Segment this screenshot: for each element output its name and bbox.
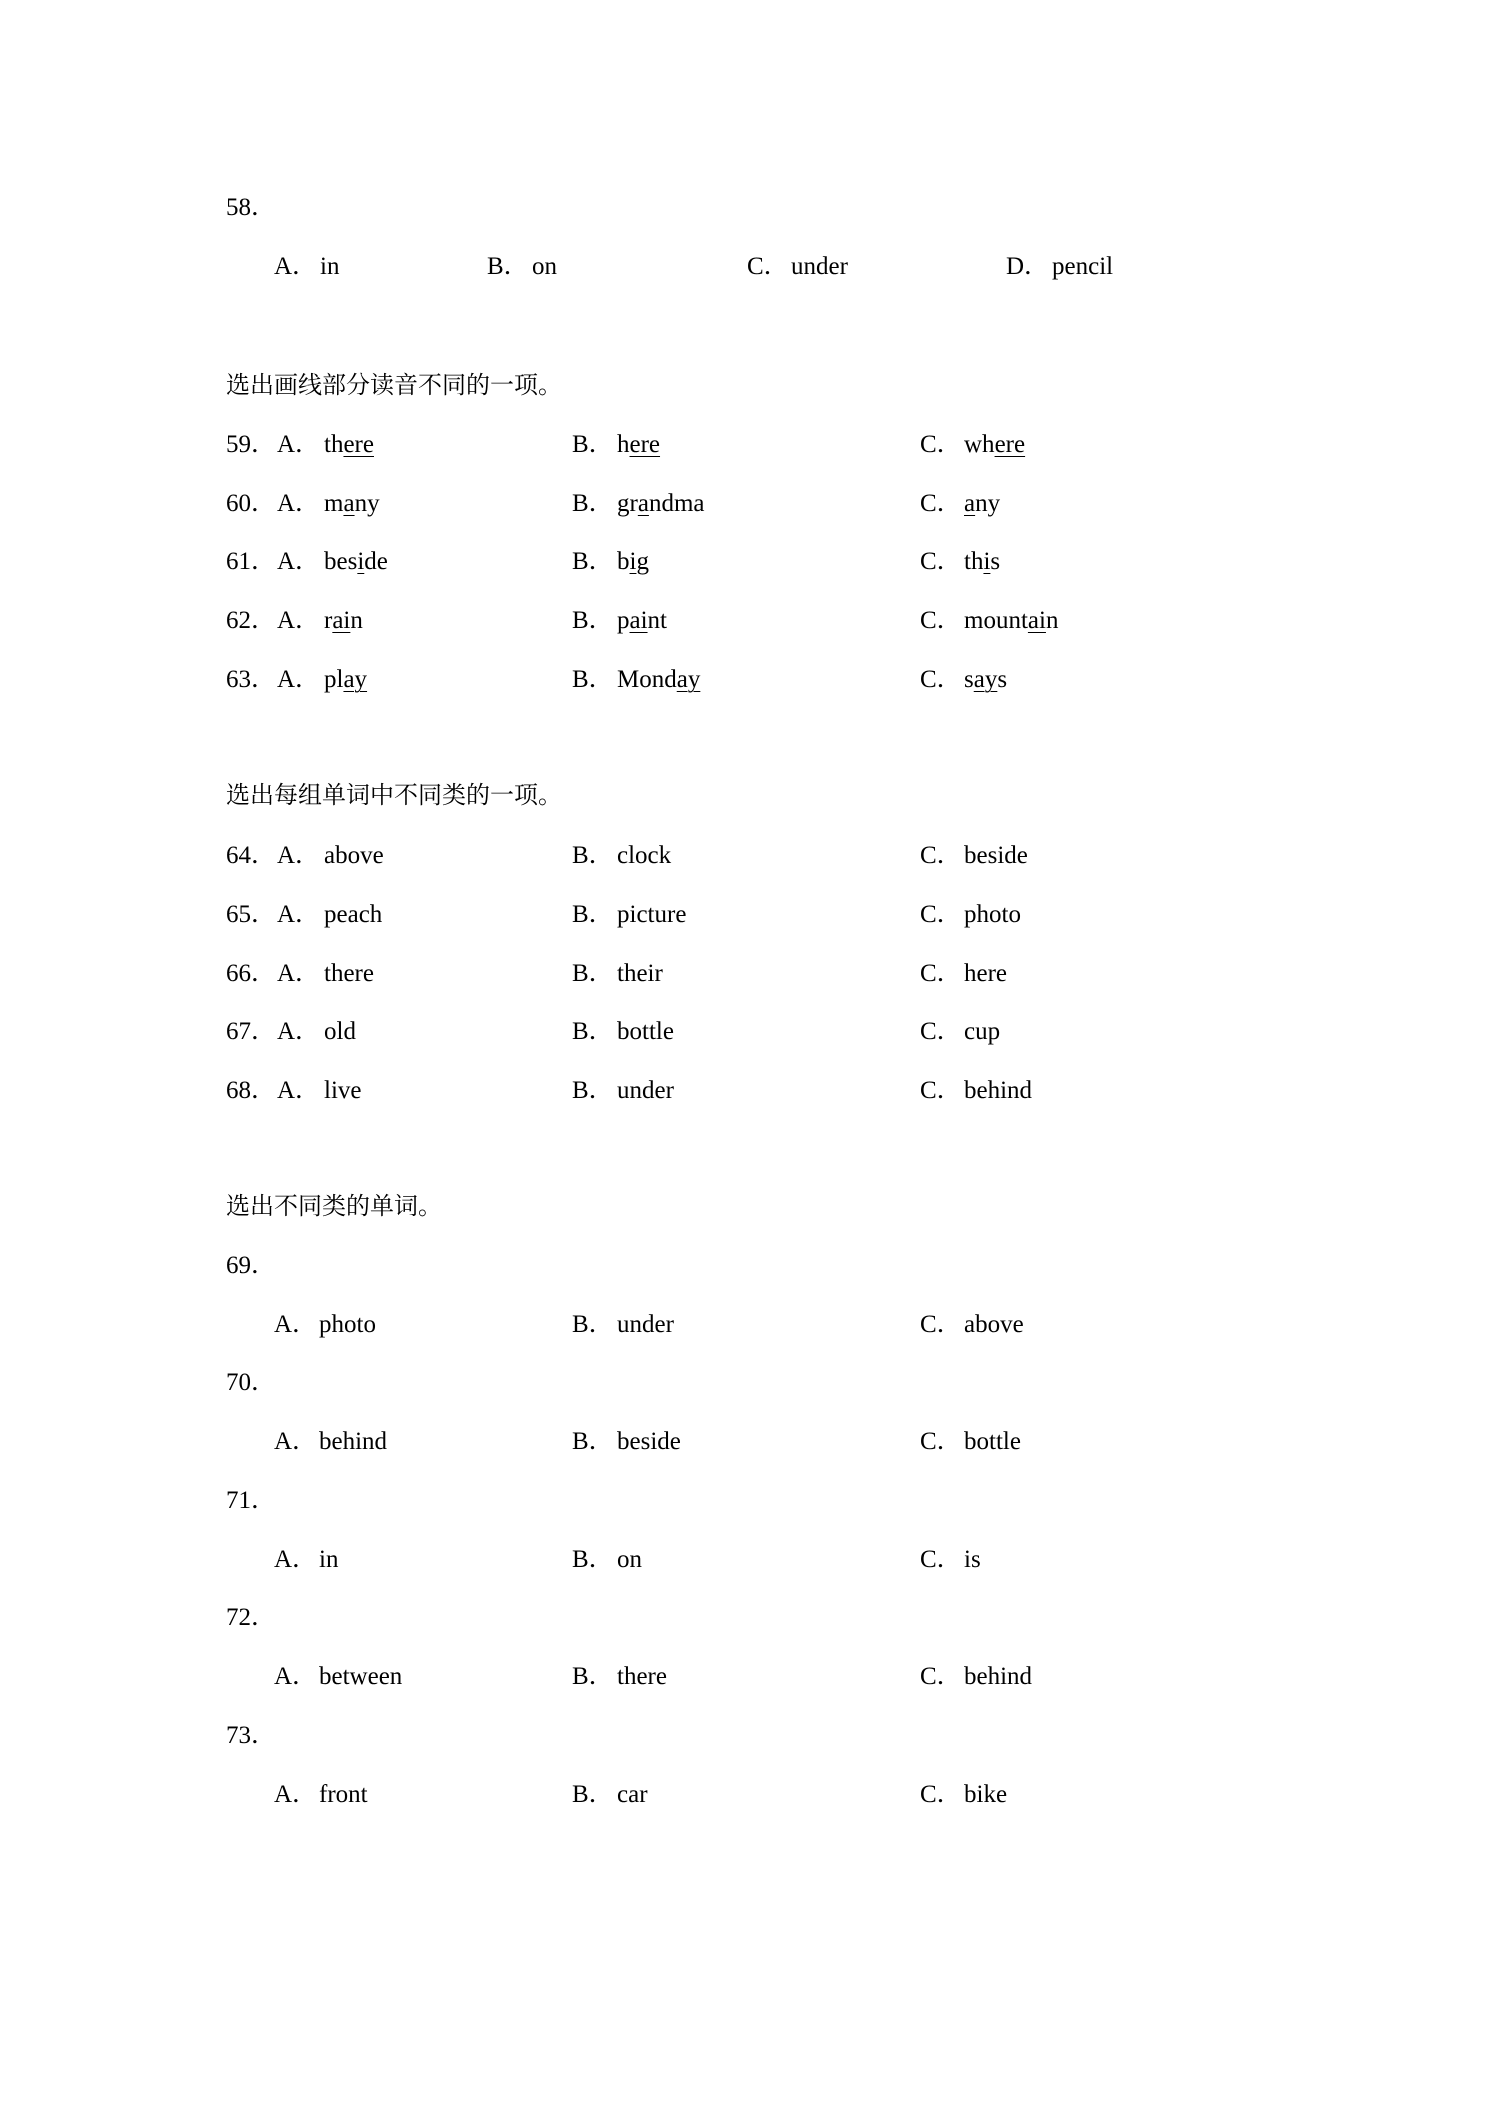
question-64 [0, 839, 1488, 873]
question-71-options [0, 1543, 1488, 1577]
option-label-b: B． [572, 1018, 614, 1045]
option-a[interactable]: behind [319, 1428, 388, 1455]
option-c[interactable]: bike [964, 1781, 1008, 1808]
underlined-part: ay [343, 666, 368, 693]
option-label-b: B． [572, 548, 614, 575]
option-a[interactable] [274, 250, 340, 284]
question-number: 60． [226, 490, 277, 517]
underlined-part: a [343, 490, 355, 517]
option-c[interactable] [964, 487, 1000, 521]
underlined-part: ai [629, 607, 648, 634]
option-label-a: A． [277, 1018, 321, 1045]
option-label-c: C． [920, 842, 962, 869]
option-label-a: A． [277, 666, 321, 693]
underlined-part: i [629, 548, 637, 575]
option-a[interactable]: in [319, 1546, 339, 1573]
question-69 [0, 1249, 1488, 1283]
option-label: C． [747, 253, 789, 280]
word-part: Mond [617, 666, 677, 693]
question-69-options [0, 1308, 1488, 1342]
option-c[interactable]: here [964, 960, 1008, 987]
phonics-instruction [0, 368, 1488, 402]
word-part: n [1045, 607, 1059, 634]
option-label-c: C． [920, 960, 962, 987]
option-label-a: A． [277, 1077, 321, 1104]
question-71 [0, 1484, 1488, 1518]
underlined-part: a [964, 490, 976, 517]
option-c[interactable] [747, 250, 848, 284]
option-label-a: A． [277, 901, 321, 928]
question-number: 71． [226, 1487, 277, 1514]
option-label-b: B． [572, 1311, 614, 1338]
option-text: pencil [1052, 253, 1114, 280]
option-c[interactable] [964, 663, 1007, 697]
option-a[interactable]: front [319, 1781, 368, 1808]
option-b[interactable]: under [617, 1311, 674, 1338]
option-label-a: A． [274, 1663, 318, 1690]
underlined-part: a [637, 490, 649, 517]
option-b[interactable] [617, 487, 704, 521]
word-part: m [324, 490, 344, 517]
section-instruction: 选出不同类的单词。 [226, 1192, 442, 1220]
underlined-part: ere [343, 431, 374, 458]
question-70 [0, 1366, 1488, 1400]
option-label-b: B． [572, 1663, 614, 1690]
question-61 [0, 545, 1488, 579]
question-58 [0, 191, 1488, 225]
question-number: 63． [226, 666, 277, 693]
option-b[interactable]: under [617, 1077, 674, 1104]
word-part: gr [617, 490, 638, 517]
underlined-part: ay [676, 666, 701, 693]
underlined-part: i [357, 548, 365, 575]
question-66 [0, 957, 1488, 991]
option-label-c: C． [920, 1018, 962, 1045]
question-number: 70． [226, 1369, 277, 1396]
option-label-c: C． [920, 490, 962, 517]
option-label-b: B． [572, 960, 614, 987]
option-label-b: B． [572, 666, 614, 693]
option-b[interactable] [487, 250, 557, 284]
option-a[interactable]: between [319, 1663, 403, 1690]
option-a[interactable]: old [324, 1018, 356, 1045]
question-62 [0, 604, 1488, 638]
option-label-c: C． [920, 1428, 962, 1455]
category-instruction [0, 778, 1488, 812]
question-number: 69． [226, 1252, 277, 1279]
option-label: D． [1006, 253, 1050, 280]
option-text: on [532, 253, 557, 280]
option-label-a: A． [274, 1428, 318, 1455]
word-part: ny [975, 490, 1001, 517]
option-c[interactable] [964, 545, 1000, 579]
word-part: th [964, 548, 984, 575]
option-c[interactable]: photo [964, 901, 1021, 928]
word-part: s [997, 666, 1008, 693]
word-part: ndma [648, 490, 705, 517]
word-part: b [617, 548, 630, 575]
option-a[interactable]: there [324, 960, 374, 987]
option-a[interactable]: above [324, 842, 384, 869]
option-c[interactable] [964, 604, 1058, 638]
question-73 [0, 1719, 1488, 1753]
option-label-c: C． [920, 901, 962, 928]
option-label-c: C． [920, 1311, 962, 1338]
question-63 [0, 663, 1488, 697]
option-text: in [320, 253, 340, 280]
question-72 [0, 1601, 1488, 1635]
option-label-a: A． [277, 490, 321, 517]
word-part: pl [324, 666, 344, 693]
option-label-b: B． [572, 1546, 614, 1573]
question-number: 67． [226, 1018, 277, 1045]
word-part: s [990, 548, 1001, 575]
word-part: de [364, 548, 388, 575]
question-number: 59． [226, 431, 277, 458]
option-b[interactable]: car [617, 1781, 648, 1808]
word-part: g [636, 548, 649, 575]
question-number: 64． [226, 842, 277, 869]
option-b[interactable]: beside [617, 1428, 681, 1455]
option-label-c: C． [920, 1546, 962, 1573]
underlined-part: ai [332, 607, 351, 634]
option-c[interactable]: cup [964, 1018, 1001, 1045]
option-b[interactable]: on [617, 1546, 642, 1573]
option-a[interactable] [324, 428, 374, 462]
option-c[interactable]: behind [964, 1663, 1033, 1690]
option-label-b: B． [572, 901, 614, 928]
question-number: 58． [226, 194, 277, 221]
underlined-part: ay [973, 666, 998, 693]
word-part: p [617, 607, 630, 634]
option-d[interactable] [1006, 250, 1114, 284]
option-label-c: C． [920, 1663, 962, 1690]
word-part: r [324, 607, 333, 634]
option-label-b: B． [572, 842, 614, 869]
option-label-a: A． [277, 431, 321, 458]
option-c[interactable]: bottle [964, 1428, 1021, 1455]
option-label-b: B． [572, 1077, 614, 1104]
option-c[interactable]: is [964, 1546, 981, 1573]
underlined-part: ere [994, 431, 1026, 458]
question-68 [0, 1074, 1488, 1108]
question-number: 68． [226, 1077, 277, 1104]
option-label-c: C． [920, 666, 962, 693]
option-b[interactable]: clock [617, 842, 672, 869]
question-58-options [0, 250, 1488, 284]
option-label-a: A． [274, 1546, 318, 1573]
option-b[interactable]: there [617, 1663, 667, 1690]
option-a[interactable]: live [324, 1077, 362, 1104]
option-c[interactable] [964, 428, 1025, 462]
option-b[interactable] [617, 545, 649, 579]
option-b[interactable]: bottle [617, 1018, 674, 1045]
question-number: 72． [226, 1604, 277, 1631]
question-59 [0, 428, 1488, 462]
word-part: bes [324, 548, 358, 575]
question-72-options [0, 1660, 1488, 1694]
question-number: 62． [226, 607, 277, 634]
option-label-b: B． [572, 1428, 614, 1455]
option-label-b: B． [572, 607, 614, 634]
question-number: 65． [226, 901, 277, 928]
question-65 [0, 898, 1488, 932]
option-b[interactable]: picture [617, 901, 687, 928]
option-a[interactable]: peach [324, 901, 383, 928]
option-label: A． [274, 253, 318, 280]
option-label-c: C． [920, 1781, 962, 1808]
option-label-a: A． [277, 960, 321, 987]
word-part: nt [647, 607, 667, 634]
question-73-options [0, 1778, 1488, 1812]
option-label-a: A． [277, 607, 321, 634]
option-b[interactable] [617, 604, 667, 638]
question-70-options [0, 1425, 1488, 1459]
option-label: B． [487, 253, 529, 280]
option-label-c: C． [920, 1077, 962, 1104]
option-a[interactable] [324, 487, 380, 521]
option-a[interactable] [324, 545, 388, 579]
underlined-part: ai [1027, 607, 1046, 634]
word-part: th [324, 431, 344, 458]
option-label-a: A． [274, 1781, 318, 1808]
option-label-c: C． [920, 548, 962, 575]
question-number: 61． [226, 548, 277, 575]
option-a[interactable]: photo [319, 1311, 376, 1338]
option-label-b: B． [572, 431, 614, 458]
option-a[interactable] [324, 663, 367, 697]
option-label-a: A． [274, 1311, 318, 1338]
odd-word-instruction [0, 1189, 1488, 1223]
question-60 [0, 487, 1488, 521]
underlined-part: i [983, 548, 991, 575]
question-number: 66． [226, 960, 277, 987]
option-label-c: C． [920, 607, 962, 634]
section-instruction: 选出每组单词中不同类的一项。 [226, 781, 562, 809]
underlined-part: ere [629, 431, 661, 458]
word-part: n [350, 607, 363, 634]
option-label-a: A． [277, 548, 321, 575]
option-label-b: B． [572, 1781, 614, 1808]
option-b[interactable]: their [617, 960, 663, 987]
word-part: h [617, 431, 630, 458]
option-label-c: C． [920, 431, 962, 458]
question-number: 73． [226, 1722, 277, 1749]
option-label-b: B． [572, 490, 614, 517]
option-c[interactable]: above [964, 1311, 1024, 1338]
option-b[interactable] [617, 663, 700, 697]
option-c[interactable]: behind [964, 1077, 1033, 1104]
section-instruction: 选出画线部分读音不同的一项。 [226, 371, 562, 399]
word-part: mount [964, 607, 1028, 634]
option-a[interactable] [324, 604, 363, 638]
word-part: wh [964, 431, 995, 458]
option-text: under [791, 253, 848, 280]
option-b[interactable] [617, 428, 660, 462]
question-67 [0, 1015, 1488, 1049]
option-label-a: A． [277, 842, 321, 869]
word-part: s [964, 666, 974, 693]
option-c[interactable]: beside [964, 842, 1028, 869]
word-part: ny [354, 490, 380, 517]
